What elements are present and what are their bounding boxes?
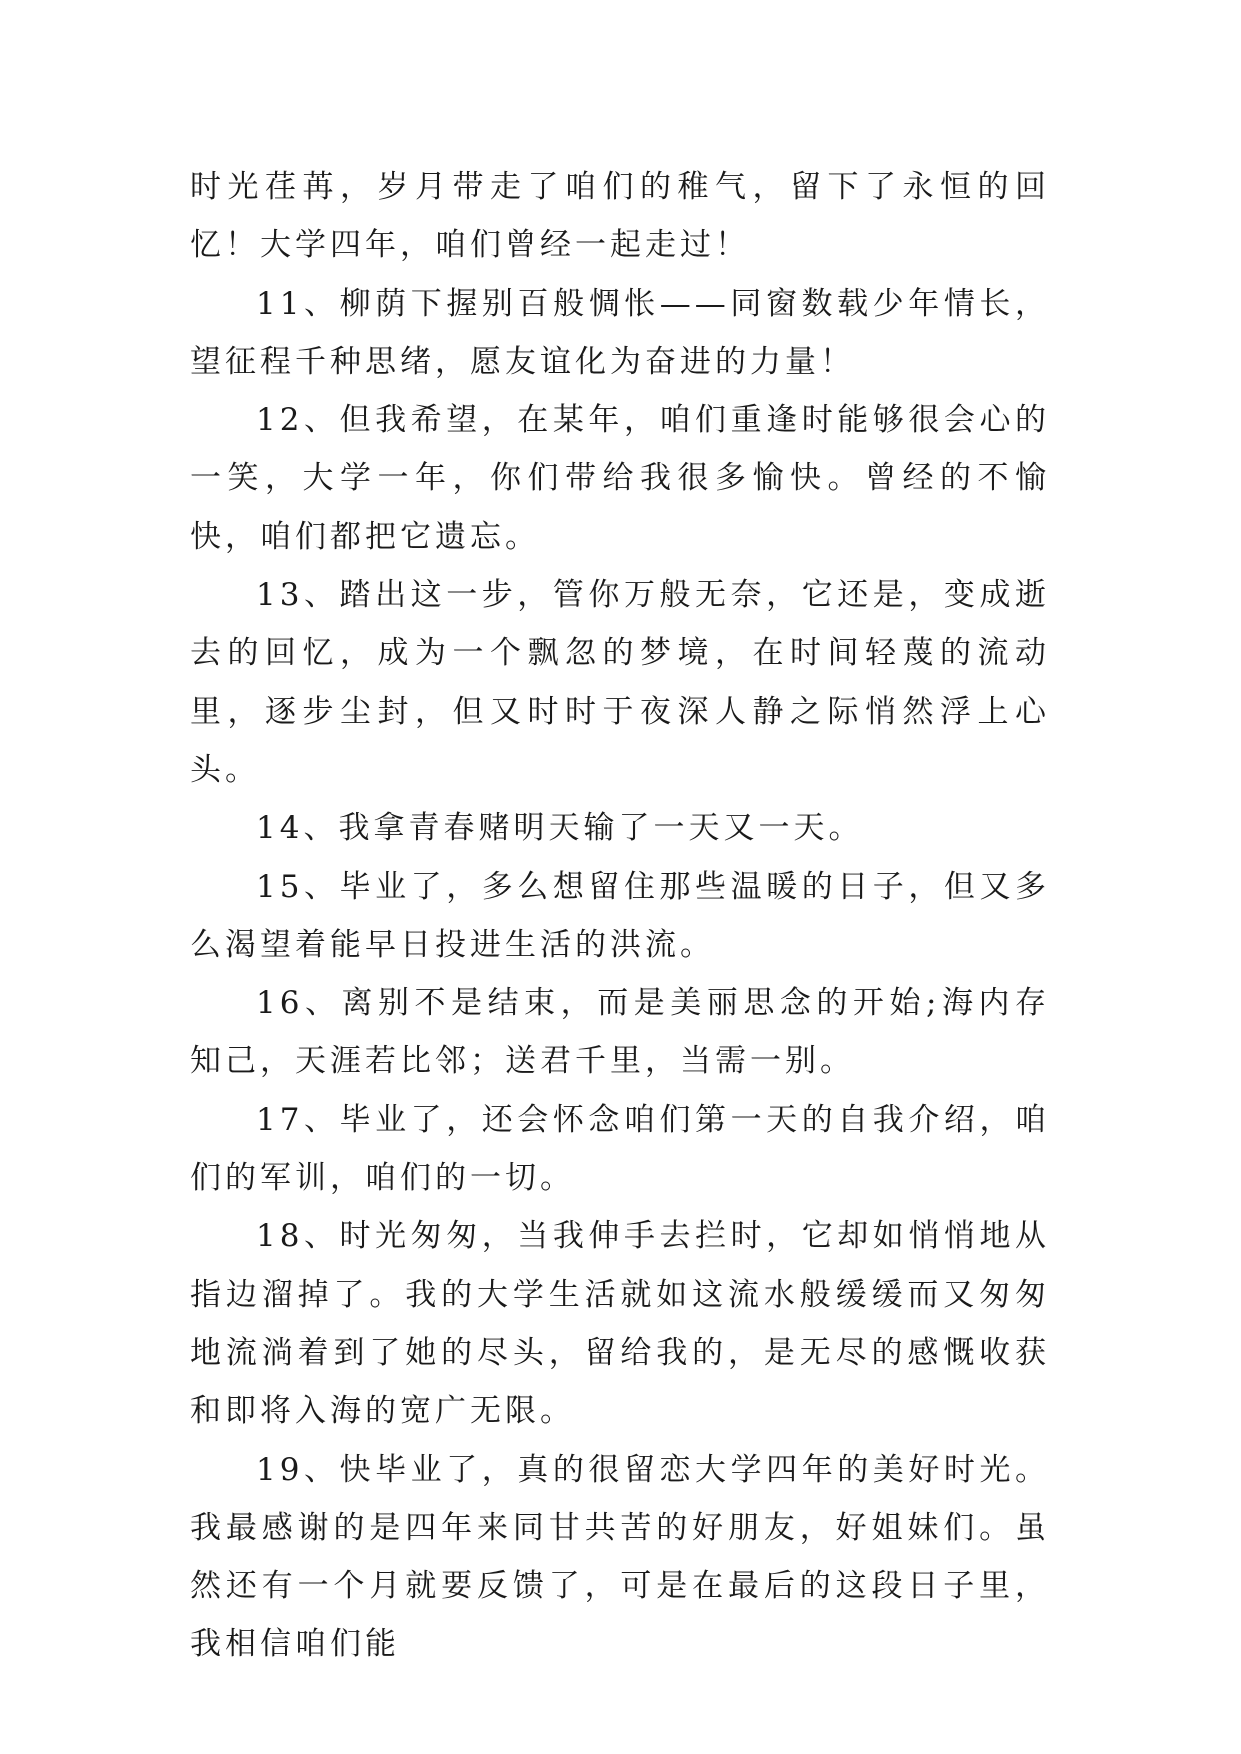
paragraph-2: 11、柳荫下握别百般惆怅——同窗数载少年情长，望征程千种思绪，愿友谊化为奋进的力量！ — [190, 285, 1050, 380]
paragraph-10: 19、快毕业了，真的很留恋大学四年的美好时光。我最感谢的是四年来同甘共苦的好朋友，好姐妹们。虽然还有一个月就要反馈了，可是在最后的这段日子里，我相信咱们能 — [190, 1451, 1050, 1663]
paragraph-6: 15、毕业了，多么想留住那些温暖的日子，但又多么渴望着能早日投进生活的洪流。 — [190, 868, 1050, 963]
paragraph-9: 18、时光匆匆，当我伸手去拦时，它却如悄悄地从指边溜掉了。我的大学生活就如这流水般缓缓而又匆匆地流淌着到了她的尽头，留给我的，是无尽的感慨收获和即将入海的宽广无限。 — [190, 1218, 1050, 1430]
paragraph-4: 13、踏出这一步，管你万般无奈，它还是，变成逝去的回忆，成为一个飘忽的梦境，在时间轻蔑的流动里，逐步尘封，但又时时于夜深人静之际悄然浮上心头。 — [190, 577, 1050, 788]
paragraph-5: 14、我拿青春赌明天输了一天又一天。 — [256, 810, 864, 847]
paragraph-1: 时光荏苒，岁月带走了咱们的稚气，留下了永恒的回忆！大学四年，咱们曾经一起走过！ — [190, 169, 1050, 264]
document-body — [190, 158, 1050, 1674]
paragraph-7: 16、离别不是结束，而是美丽思念的开始;海内存知己，天涯若比邻；送君千里，当需一别。 — [190, 985, 1050, 1080]
paragraph-8: 17、毕业了，还会怀念咱们第一天的自我介绍，咱们的军训，咱们的一切。 — [190, 1101, 1050, 1197]
paragraph-3: 12、但我希望，在某年，咱们重逢时能够很会心的一笑，大学一年，你们带给我很多愉快。曾经的不愉快，咱们都把它遗忘。 — [190, 402, 1050, 555]
